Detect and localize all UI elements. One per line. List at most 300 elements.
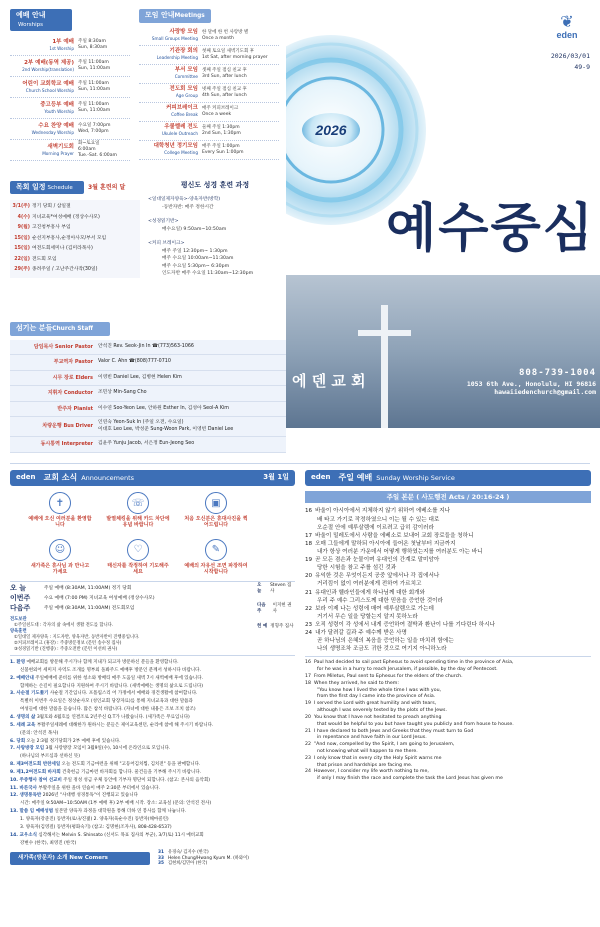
worship-time-line: 주일 11:00am (78, 81, 109, 87)
announcement-item (10, 731, 295, 738)
schedule-date: 4(수) (17, 214, 30, 220)
meeting-time-ko: 셋째 주일 점심 친교 후 (202, 67, 247, 73)
meeting-name-en: Ukulele Outreach (161, 131, 198, 137)
worship-time (78, 102, 110, 114)
schedule-date: 15(일) (14, 235, 30, 241)
schedule-header: 목회 일정 Schedule (10, 181, 84, 194)
duty-note: ③성경읽기반 (진행중) : 주중오전반 (문턴 이선희 권사) (14, 647, 118, 653)
announcement-text: 부활주일을 위한 올바 연습이 매주 2:30분 부터에서 있습니다. (38, 785, 160, 791)
verse-text: However, I consider my life worth nothing to me, (313, 769, 429, 775)
worship-time-line: Sun, 11:00am (78, 66, 111, 72)
announcement-text: 건축헌금 기금마련 바자회를 합니다. 물건들을 기부해 주시기 바랍니다. (62, 769, 202, 775)
announcement-text: (문의: 안석진 목사) (20, 730, 59, 736)
verse (305, 701, 591, 715)
verse-number: 19 (305, 557, 313, 564)
staff-header: 섬기는 분들Church Staff (10, 322, 110, 336)
sunday-worship-section (305, 470, 591, 920)
meeting-name-ko: 부서 모임 (174, 67, 198, 74)
verse (305, 621, 591, 629)
announcement-text: 시간: 매주일 9:50AM~10:50AM (1부 예배 후) 2부 예배 시작. 장소: 교육실 (문의: 안석진 전사) (20, 801, 212, 807)
verse-text: "And now, compelled by the Spirit, I am going to Jerusalem, (313, 742, 455, 748)
verse-line: 내가 항상 여러분 가운데서 어떻게 행하였는지를 여러분도 아는 바니 (317, 548, 483, 555)
worship-time (78, 141, 117, 159)
cover-title: 예수중심 (386, 199, 595, 259)
worship-time-line: 화~토요일 (78, 141, 100, 147)
announcement-text: 함께하는 손길이 필요합니다 지원하여 주시기 바랍니다. (새벽예배는 생명의 삶으로 드립니다) (20, 683, 203, 689)
verse (305, 605, 591, 621)
worship-time-line: 주일 11:00am (78, 102, 109, 108)
worship-name-ko: 어린이 교회학교 예배 (22, 80, 74, 87)
verse-number: 20 (305, 573, 313, 580)
verse-text: 바울이 아시아에서 지체하지 않기 위하여 에베소를 지나 (315, 508, 451, 515)
notice-caption: 태신자를 작정하여 기도해주세요 (107, 562, 169, 575)
duty-note: ②커피브레이크 (휴강) : 주중방문정보 (문턴 송수정 집사) (14, 641, 122, 647)
worship-time-line: Sun, 11:00am (78, 87, 111, 93)
duty-side-person: 이지현 권사 (272, 603, 292, 614)
staff-name-line: 조민상 Min-Sang Cho (98, 390, 147, 396)
sunday-header (305, 470, 591, 486)
announcement-number: 9. 제1,2여전도회 바자회 (10, 769, 61, 775)
announcement-number: 2. 예배안내 (10, 675, 34, 681)
duty-side-extra (257, 624, 295, 630)
schedule-date: 3/1(주) (12, 204, 30, 210)
staff-item (10, 371, 286, 387)
verse (305, 715, 591, 729)
schedule-item (10, 202, 140, 213)
announcement-number: 7. 사랑방장 모임 (10, 746, 45, 752)
worship-name (10, 39, 78, 52)
notice-caption: 발열체킹을 위해 카드 차단에 유념 바랍니다 (106, 516, 170, 529)
verse-line: 거리낌이 없이 여러분에게 전하여 가르치고 (317, 581, 422, 588)
staff-names (98, 406, 229, 412)
announcement-item (10, 833, 295, 840)
notice-icon: ▣ (205, 492, 227, 514)
verse-number: 21 (305, 589, 313, 596)
meeting-time (202, 125, 241, 137)
announcement-item (10, 801, 295, 808)
eden-small-logo: eden (16, 473, 36, 482)
verse-line: although I was severely tested by the plots of the Jews. (317, 708, 447, 714)
meeting-name (139, 67, 202, 80)
duty-label: 이번주 (10, 594, 31, 603)
meeting-name-ko: 우쿨렐레 전도 (164, 124, 198, 131)
announcement-text: 일본말 양육자 과정을 대학원을 통해 더하 연 봉사를 함께 나눕니다. (54, 809, 187, 815)
announcement-item (10, 770, 295, 777)
announcement-number: 4. 생명의 삶 (10, 715, 36, 720)
verse-number: 22 (305, 742, 311, 748)
verse (305, 532, 591, 540)
worship-name-en: 1st Worship (49, 46, 74, 52)
notice-icon: ☏ (127, 492, 149, 514)
duty-side-label: 헌 예 (257, 624, 268, 629)
schedule-item (10, 223, 140, 234)
announcement-item (10, 691, 295, 698)
verse-text: Paul had decided to sail past Ephesus to avoid spending time in the province of Asia, (313, 660, 514, 666)
staff-item (10, 437, 286, 453)
staff-section (10, 322, 286, 448)
verse-text: When they arrived, he said to them: (313, 680, 399, 686)
staff-names (98, 390, 147, 396)
meeting-time-ko: 첫째 토요일 새벽기도회 후 (202, 48, 255, 54)
verse-text: I only know that in every city the Holy Spirit warns me (313, 755, 442, 761)
verse-line (305, 605, 591, 613)
announcement-item (10, 793, 295, 800)
staff-item (10, 386, 286, 402)
staff-names (98, 420, 233, 432)
schedule-item (10, 244, 140, 255)
duty-side-item (257, 604, 295, 614)
staff-name-line: Valor C. Ahn ☎(808)777-0710 (98, 359, 171, 365)
announcement-item (10, 809, 295, 816)
verse-line: in repentance and have faith in our Lord Jesus. (317, 735, 427, 741)
announcement-item (10, 817, 295, 824)
notice-caption: 새가족은 휴사님 과 만나고 가세요 (30, 562, 90, 575)
announcement-item (10, 746, 295, 753)
meeting-item (139, 122, 279, 141)
duty-text: 주일 예배 (8:30AM, 11:00AM) 정기 당회 (44, 585, 132, 591)
duty-label: 다음주 (10, 604, 31, 613)
worship-name-en: Morning Prayer (42, 151, 74, 157)
new-comer-name: 유경숙/ 김지수 (한국) (167, 850, 209, 856)
schedule-item (10, 234, 140, 245)
staff-name-line: 이대호 Leo Lee, 박성준 Sung-Woon Park, 이영빈 Daniel Lee (98, 426, 234, 432)
announcement-number: 12. 생명통독반 (10, 793, 42, 799)
meeting-name-en: Small Groups Meeting (151, 36, 198, 42)
training-line: <성경읽기반> (148, 219, 179, 225)
announcement-text: (하나님의 부르심과 선하신 뜻) (20, 754, 80, 760)
worship-name-ko: 중고등부 예배 (40, 101, 74, 108)
worship-time (78, 123, 110, 135)
staff-name-line: 김윤주 Yunju Jacob, 서은정 Eun-Jeong Seo (98, 441, 195, 447)
training-line: 매주 주일 12:30pm~ 1:30pm (162, 248, 228, 254)
new-comers-row (10, 850, 295, 867)
duty-side-title: 다음주 (257, 603, 266, 614)
worship-name (10, 144, 78, 157)
announcement-item (10, 778, 295, 785)
meeting-time-en: 3rd Sun, after lunch (202, 73, 247, 79)
announcement-number: 13. 말씀 임 예배성범 (10, 809, 54, 815)
verse-line (305, 629, 591, 637)
announcement-number: 1. 환영 (10, 660, 26, 666)
new-comer-name: 김현희/김민아 (한국) (167, 861, 208, 867)
verse-line: 우리 주 예수 그리스도께 대한 믿음을 증언한 것이라 (317, 597, 443, 604)
notice-icon-cell (28, 539, 92, 576)
worship-time-line: 주일 8:30am (78, 39, 106, 45)
meeting-time-ko: 한 달에 한 번 사랑방 별 (202, 29, 249, 35)
worship-item (10, 98, 130, 119)
announcement-text: 주일예배에 준비를 위한 청소와 방배티 매주 도움일 새벽 7시 새벽예배 후에 있습니다. (35, 675, 204, 681)
announcement-text: 1. 양육자(강준진) 동반자(로나/진젊) 2. 양육자(육순수진) 동반자(해마콜린) (20, 816, 169, 822)
duty-list (10, 584, 257, 614)
verse-number: 24 (305, 630, 313, 637)
verse-text: 바울이 밀레도에서 사람을 에베소로 보내어 교회 장로들을 청하니 (315, 532, 474, 539)
announcement-text: 예배교회를 방문해 주시가나 함께 지내가 되고자 방문하신 분들을 환영합니다. (26, 660, 179, 666)
verse (305, 507, 591, 531)
staff-role: 차량운행 Bus Driver (42, 423, 93, 430)
verse-line (305, 674, 591, 681)
meeting-name (139, 29, 202, 42)
announcement-text: 강변수 (한국), 최영진 (한국) (20, 840, 77, 846)
staff-list (10, 340, 286, 453)
worship-name-en: Youth Worship (44, 109, 74, 115)
announcement-text: 여성들에 대한 말씀을 듣습니다. 많은 참석 바랍니다. (자녀에 대한 내용은 조보 조치 참조) (20, 707, 196, 713)
training-line: 매주 수요일 5:30pm~ 6:30pm (162, 263, 230, 269)
announcement-item (10, 739, 295, 746)
verse (305, 674, 591, 681)
training-line (148, 233, 282, 240)
staff-names (98, 359, 171, 365)
schedule-text: 지녀교육*여성예배 (정상수사모) (32, 214, 100, 220)
eden-logo-text: eden (556, 30, 578, 40)
meeting-name (139, 48, 202, 61)
verse-number: 21 (305, 728, 311, 734)
duty-notes (10, 617, 257, 653)
verse-line: 거기서 무슨 일을 당할는지 알지 못하노라 (317, 613, 418, 620)
meeting-name-ko: 전도회 모임 (169, 86, 198, 93)
announcements-header (10, 470, 295, 486)
schedule-date: 22(일) (14, 256, 30, 262)
worship-time-line: 6:00am (78, 147, 96, 153)
sunday-title-en: Sunday Worship Service (376, 473, 455, 482)
verse (305, 681, 591, 701)
meeting-item (139, 27, 279, 46)
verse-line: that prison and hardships are facing me. (317, 762, 413, 768)
new-comer-day: 33 (158, 855, 164, 861)
eden-small-logo-2: eden (311, 473, 331, 482)
schedule-date: 29(주) (14, 267, 30, 273)
meeting-time-en: 1st Sat, after morning prayer (202, 54, 268, 60)
training-line: -동반자반: 매주 정한시간 (162, 204, 214, 210)
verse-text: 내가 달려갈 길과 주 예수께 받은 사명 (315, 630, 407, 637)
staff-role: 담임목사 Senior Pastor (33, 343, 93, 350)
staff-item (10, 417, 286, 437)
meeting-time-ko: 넷째 주일 점심 친교 후 (202, 86, 247, 92)
verse-number: 16 (305, 508, 313, 515)
worship-item (10, 140, 130, 161)
verse-text: I served the Lord with great humility and with tears, (313, 701, 437, 707)
verse (305, 742, 591, 756)
worship-time-line: 수요일 7:00pm (78, 123, 111, 129)
staff-role: 지휘자 Conductor (47, 390, 93, 397)
meeting-time-en: 2nd Sun, 1:30pm (202, 130, 241, 136)
schedule-text: 고진청부흥사 부임 (32, 225, 71, 231)
announcement-number: 11. 바른국사 (10, 785, 37, 791)
staff-item (10, 402, 286, 418)
notice-icon-cell (106, 492, 170, 529)
notice-icon-cell (184, 539, 248, 576)
verse-line (305, 507, 591, 515)
verse-line (305, 556, 591, 564)
meeting-name-ko: 대학청년 정기모임 (153, 143, 198, 150)
notice-caption: 예배의 자유선 조면 파장하여 시작합니다 (184, 562, 248, 575)
new-comers-label: 새가족(방문자) 소개 New Comers (10, 852, 150, 865)
schedule-date: 15(일) (14, 246, 30, 252)
training-line: 매주 수요일 10:00am~11:30am (162, 256, 234, 262)
staff-names (98, 441, 194, 447)
schedule-date: 9(월) (17, 225, 30, 231)
verse-line: if only I may finish the race and complete the task the Lord Jesus has given me (317, 776, 503, 782)
verse-text: 유익한 것은 무엇이든지 공중 앞에서나 각 집에서나 (315, 573, 440, 580)
verse-line: 배 타고 가기로 작정하였으니 이는 될 수 있는 대로 (317, 516, 440, 523)
announcement-item (10, 762, 295, 769)
notice-icon: ☺ (49, 539, 71, 561)
schedule-section (10, 181, 140, 311)
worship-name (10, 81, 78, 94)
meeting-name (139, 105, 202, 118)
staff-role: 반주자 Pianist (57, 405, 93, 412)
announcement-text: 오늘 2:3월 정기당회가 2부 예배 후에 있습니다. (26, 738, 121, 744)
cover-panel (286, 0, 600, 428)
verse-number: 22 (305, 605, 313, 612)
meeting-time-en: Once a week (202, 111, 232, 117)
verse-line: 곧 하나님의 은혜의 복음을 증언하는 일을 마치려 함에는 (317, 638, 454, 645)
duty-text: 수요 예배 (7:00 PM) 지녀교육 여성예배 (정상수사모) (44, 595, 155, 601)
schedule-text: 여전도회세미나 (김미라목사) (32, 246, 93, 252)
worship-item (10, 119, 130, 140)
notice-icon-cell (106, 539, 170, 576)
staff-names (98, 375, 182, 381)
notice-caption: 예배에 오신 여러분을 환영합니다 (28, 516, 92, 529)
church-email: hawaiiedenchurch@gmail.com (494, 388, 596, 397)
meetings-section (139, 9, 279, 169)
meeting-time (202, 49, 268, 61)
church-phone: 808-739-1004 (518, 368, 596, 378)
announcement-number: 3. 사순절 기도쫓기 (10, 691, 49, 697)
staff-name-line: 이수연 Soo-Yeon Lee, 안하원 Esther In, 김성아 Seol-A Kim (98, 405, 229, 411)
year-badge (302, 113, 360, 147)
verse-number: 23 (305, 621, 313, 628)
verse-text: 곧 모든 겸손과 눈물이며 유대인의 간계로 말미암아 (315, 557, 440, 564)
meeting-time (202, 68, 247, 80)
verse-line: 오순절 안에 예루살렘에 이르려고 급히 감이러라 (317, 524, 434, 531)
verse (305, 756, 591, 770)
announcement-text: 3. 양육자(김영걸) 동반자(평화숙기) (참고: 김명현(조자사), 808-428-6537) (20, 824, 172, 830)
schedule-item (10, 255, 140, 266)
announcement-item (10, 699, 295, 706)
meeting-time (202, 87, 247, 99)
duty-side (257, 584, 295, 653)
verse-number: 17 (305, 532, 313, 539)
meeting-name (139, 124, 202, 137)
duty-note: ①주일친도대 : 각자의 삶 속에서 생활 전도를 합니다. (14, 623, 114, 629)
verse-line (305, 756, 591, 763)
meeting-time (202, 30, 248, 42)
announcement-text: 특별히 이번주 수요일은 정상순사모 (성인교회 당장자료)를 통해 지녀교육과 대한 말씀과 (20, 699, 193, 705)
announcement-text: 3월호와 4월호를 연결조로 2년주신 Q.T가 나왔습니다. (새가족은 무료입니다) (36, 715, 190, 720)
announcement-item (10, 676, 295, 683)
notice-icon: ♡ (127, 539, 149, 561)
announcements-date: 3월 1일 (263, 473, 289, 482)
meeting-name-ko: 기관장 회의 (169, 48, 198, 55)
staff-role: 시무 장로 Elders (52, 374, 93, 381)
worship-name (10, 123, 78, 136)
verse-number: 24 (305, 769, 311, 775)
verse-text: You know that I have not hesitated to preach anything (313, 714, 442, 720)
announcement-text: 3월 사랑방장 모임이 3월9일(수), 10시에 온라인으로 모입니다. (45, 746, 171, 752)
church-name: 에 덴 교 회 (292, 372, 366, 390)
verse-line: from the first day I came into the province of Asia. (317, 694, 436, 700)
worship-time (78, 60, 110, 72)
schedule-item (10, 213, 140, 224)
meeting-time-ko: 매주 주일 1:00pm (202, 143, 240, 149)
training-line: 인도자반 매주 수요일 11:30am~12:30pm (162, 271, 254, 277)
verse-number: 17 (305, 674, 311, 680)
staff-name-line: 안석진 Rev. Seok-Jin In ☎(773)563-1066 (98, 343, 194, 349)
meeting-item (139, 103, 279, 122)
meeting-item (139, 141, 279, 160)
worship-time-line: Tue.-Sat. 6:00am (78, 153, 118, 159)
training-section (148, 181, 282, 311)
verse (305, 540, 591, 556)
announcement-text: 사순절 기간입니다. 포틀립스리 어 가정에서 예배와 경건생활에 참여합니다. (49, 691, 198, 697)
duty-note: ①일대일 제자양육 : 지도자반, 양육자반, 동반자반이 진행중입니다. (14, 635, 140, 641)
meeting-item (139, 84, 279, 103)
announcement-text: 2026년 "사대행 성경통독"이 진행되고 있습니다 (42, 793, 138, 799)
schedule-month: 3월 훈련의 달 (88, 183, 126, 191)
verse-number: 19 (305, 701, 311, 707)
meeting-name-en: Committee (174, 74, 198, 80)
announcement-number: 6. 당회 (10, 738, 26, 744)
worship-item (10, 77, 130, 98)
worship-name-ko: 1부 예배 (52, 38, 74, 45)
meeting-name-ko: 커피브레이크 (166, 105, 198, 112)
verse-number: 20 (305, 714, 311, 720)
worship-item (10, 35, 130, 56)
meeting-name-ko: 사랑방 모임 (169, 29, 198, 36)
verse (305, 769, 591, 783)
training-line: <일대일제자양육>-양육자반(방학) (148, 197, 221, 203)
announcement-number: 5. 세례 교육 (10, 722, 36, 728)
worship-name (10, 102, 78, 115)
section-divider (10, 463, 590, 464)
announcement-item (10, 707, 295, 714)
announcement-number: 8. 제3여전도회 반찬세일 (10, 762, 61, 768)
schedule-text: 정기 당회 / 삼일절 (32, 204, 71, 210)
announcement-text: 심각해서는 Melvin S. Shinsato (신서도 목표 집사의 부군), 3/7(토) 11시 예비교회 (38, 832, 204, 838)
new-comer-item (158, 861, 249, 867)
worship-list (10, 35, 130, 161)
verse-number: 18 (305, 540, 313, 547)
announcement-item (10, 786, 295, 793)
verse (305, 629, 591, 653)
duty-side-list (257, 584, 295, 614)
notice-icon: ✎ (205, 539, 227, 561)
worship-name-ko: 새벽기도회 (47, 143, 74, 150)
meeting-item (139, 46, 279, 65)
announcement-item (10, 684, 295, 691)
new-comer-day: 35 (158, 861, 164, 867)
worship-time (78, 39, 107, 51)
announcement-item (10, 660, 295, 667)
verse-text: 오매 그들에게 말하되 아시아에 들어온 첫날부터 지금까지 (315, 540, 456, 547)
verse-text: 보라 이제 나는 성령에 매여 예루살렘으로 가는데 (315, 605, 434, 612)
worship-name-ko: 수요 찬양 예배 (38, 122, 74, 129)
worship-name (10, 60, 78, 73)
verse-text: 오직 성령이 각 성에서 내게 증언하여 결박과 환난이 나를 기다린다 하시나 (315, 621, 496, 628)
verse-text: 유대인과 헬라인들에게 하나님께 대한 회개와 (315, 589, 425, 596)
worship-time (78, 81, 110, 93)
meeting-time-en: Every Sun 1:00pm (202, 149, 244, 155)
worship-time-line: Sun, 11:00am (78, 108, 111, 114)
meeting-time (202, 106, 238, 118)
announcement-item (10, 841, 295, 848)
announcements-section (10, 470, 295, 920)
scripture-english (305, 660, 591, 783)
meeting-item (139, 65, 279, 84)
announcement-number: 14. 교우소식 (10, 832, 37, 838)
duty-note: 전도보관 (10, 617, 27, 622)
new-comer-name: Helen Chung/Hwang Kyum M. (하와이) (167, 855, 249, 861)
